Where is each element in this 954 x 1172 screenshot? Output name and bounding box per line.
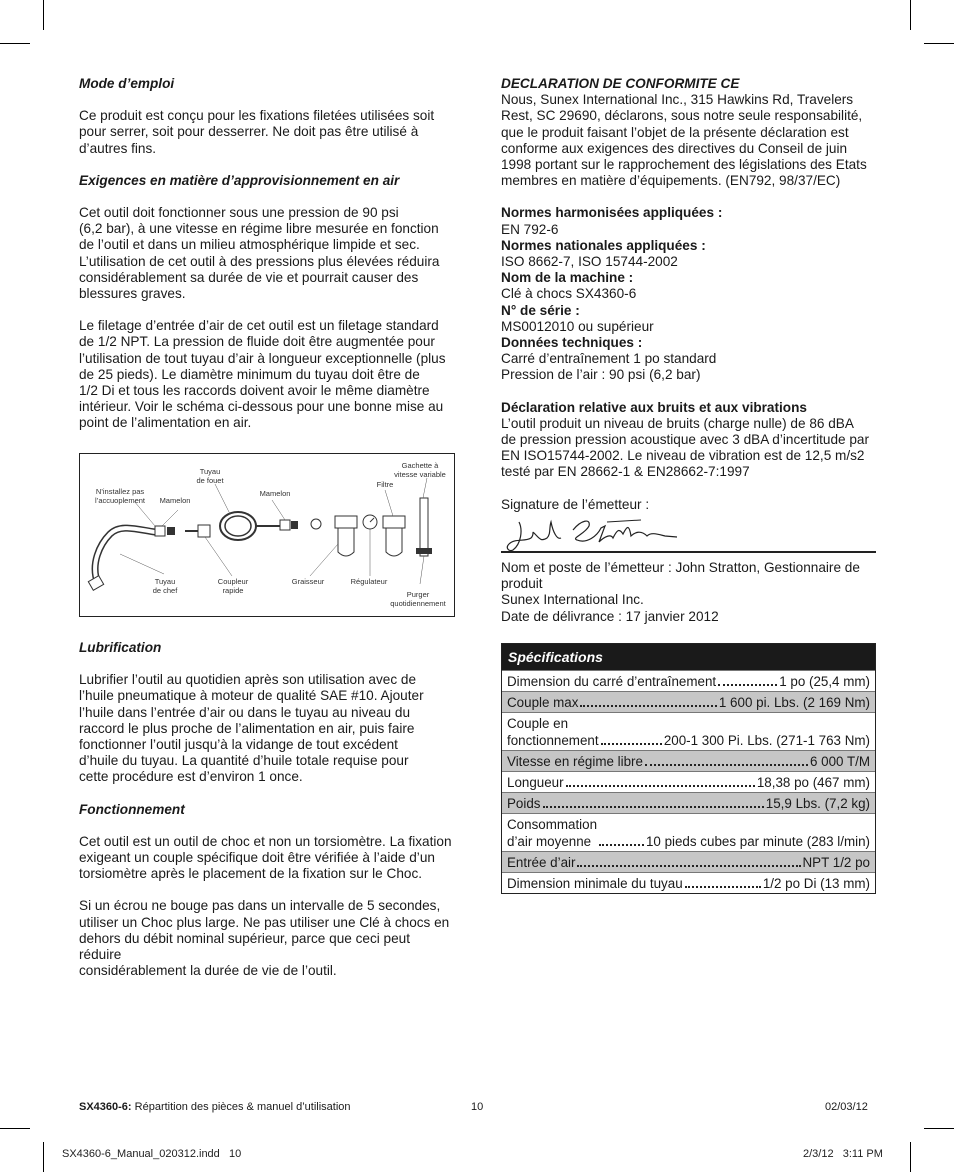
spec-row <box>502 792 875 813</box>
page-number: 10 <box>471 1101 484 1113</box>
footer-manual-title: Répartition des pièces & manuel d’utilisation <box>134 1101 351 1113</box>
spec-label: Entrée d’air <box>507 855 576 870</box>
declaration-heading: DECLARATION DE CONFORMITE CE <box>501 76 740 91</box>
label-mamelon-2: Mamelon <box>259 489 291 498</box>
signature-image <box>501 508 877 554</box>
crop-mark <box>43 0 44 30</box>
spec-value: 200-1 300 Pi. Lbs. (271-1 763 Nm) <box>663 733 870 748</box>
air-supply-diagram <box>79 453 455 617</box>
crop-mark <box>0 1128 30 1129</box>
donnees-value-2: Pression de l’air : 90 psi (6,2 bar) <box>501 367 701 383</box>
spec-row <box>502 691 875 712</box>
spec-row <box>502 750 875 771</box>
spec-label: Couple max <box>507 695 579 710</box>
spec-value: 18,38 po (467 mm) <box>756 775 870 790</box>
specifications-rows <box>502 670 875 893</box>
footer-filename: SX4360-6_Manual_020312.indd 10 <box>62 1148 242 1160</box>
spec-label: Longueur <box>507 775 564 790</box>
normes-harmonisees-value: EN 792-6 <box>501 221 559 237</box>
left-column-lower <box>79 640 454 979</box>
dot-leader <box>566 785 755 787</box>
label-tuyau-chef: Tuyau de chef <box>152 577 178 595</box>
spec-label: Dimension minimale du tuyau <box>507 876 683 891</box>
bruit-heading: Déclaration relative aux bruits et aux vibrations <box>501 399 807 415</box>
declaration-text: Nous, Sunex International Inc., 315 Hawkins Rd, Travelers Rest, SC 29690, déclarons, sous notre seule responsabilité, que le produit faisant l’objet de la présente déclaration est conforme aux exigences des directives du Conseil de juin 1998 portant sur le rapprochement des législations des Etats membres en matière d’équipements. (EN792, 98/37/EC) <box>501 92 867 189</box>
mode-emploi-heading: Mode d’emploi <box>79 76 175 91</box>
fonctionnement-text-2: Si un écrou ne bouge pas dans un intervalle de 5 secondes, utiliser un Choc plus large. Ne pas utiliser une Clé à chocs en dehors du débit nominal supérieur, parce que ceci peut réduire considérablement la durée de vie de l’outil. <box>79 898 450 979</box>
spec-label: Poids <box>507 796 541 811</box>
label-gachette: Gachette à vitesse variable <box>394 461 446 479</box>
dot-leader <box>543 806 764 808</box>
donnees-value-1: Carré d’entraînement 1 po standard <box>501 351 717 367</box>
spec-row <box>502 670 875 691</box>
air-text-2: Le filetage d’entrée d’air de cet outil est un filetage standard de 1/2 NPT. La pression de fluide doit être augmentée pour l’utilisation de tout tuyau d’air à longueur exceptionnelle (plus de 25 pieds). Le diamètre minimum du tuyau doit être de 1/2 Di et tous les raccords doivent avoir le même diamètre intérieur. Voir le schéma ci-dessous pour une bonne mise au point de l’alimentation en air. <box>79 318 446 431</box>
dot-leader <box>601 743 662 745</box>
crop-mark <box>924 43 954 44</box>
signature-label: Signature de l’émetteur : <box>501 496 650 512</box>
label-regulateur: Régulateur <box>350 577 388 586</box>
machine-value: Clé à chocs SX4360-6 <box>501 286 637 302</box>
spec-value: 1 po (25,4 mm) <box>779 674 870 689</box>
fonctionnement-text-1: Cet outil est un outil de choc et non un torsiomètre. La fixation exigeant un couple spécifique doit être vérifiée à l’aide d’un torsiomètre après le placement de la fixation sur le Choc. <box>79 833 452 882</box>
crop-mark <box>0 43 30 44</box>
spec-value: NPT 1/2 po <box>802 855 870 870</box>
signature-line <box>501 551 876 553</box>
footer-date: 02/03/12 <box>825 1101 868 1113</box>
emetteur-text: Nom et poste de l’émetteur : John Stratton, Gestionnaire de produit Sunex International Inc. Date de délivrance : 17 janvier 2012 <box>501 560 860 624</box>
left-column <box>79 76 454 432</box>
spec-row <box>502 813 875 851</box>
emetteur-block <box>501 560 877 625</box>
specifications-table <box>501 643 876 894</box>
machine-label: Nom de la machine : <box>501 270 634 286</box>
spec-row <box>502 851 875 872</box>
spec-value: 1/2 po Di (13 mm) <box>762 876 870 891</box>
dot-leader <box>580 705 716 707</box>
air-text-1: Cet outil doit fonctionner sous une pression de 90 psi (6,2 bar), à une vitesse en régime libre mesurée en fonction de l’outil et dans un milieu atmosphérique limpide et sec. L’utilisation de cet outil à des pressions plus élevées réduira considérablement sa durée de vie et pourrait causer des blessures graves. <box>79 205 440 302</box>
spec-label: Dimension du carré d’entraînement <box>507 674 717 689</box>
dot-leader <box>718 684 777 686</box>
bruit-text: L’outil produit un niveau de bruits (charge nulle) de 86 dBA de pression pression acoustique avec 3 dBA d’incertitude par EN ISO15744-2002. Le niveau de vibration est de 12,5 m/s2 testé par EN 28662-1 & EN28662-7:1997 <box>501 415 870 480</box>
label-tuyau-fouet: Tuyau de fouet <box>196 467 224 485</box>
label-coupleur: Coupleur rapide <box>217 577 249 595</box>
dot-leader <box>599 844 644 846</box>
specifications-title: Spécifications <box>502 644 875 670</box>
spec-label: Vitesse en régime libre <box>507 754 643 769</box>
footer-title <box>79 1101 351 1113</box>
serie-label: N° de série : <box>501 302 580 318</box>
handwritten-signature <box>501 508 877 554</box>
mode-emploi-text: Ce produit est conçu pour les fixations filetées utilisées soit pour serrer, soit pour desserrer. Ne doit pas être utilisé à d’autres fins. <box>79 108 435 156</box>
footer-model: SX4360-6: <box>79 1101 132 1113</box>
dot-leader <box>645 764 808 766</box>
spec-label: Consommation d’air moyenne <box>507 817 598 849</box>
spec-row <box>502 872 875 893</box>
normes-harmonisees-label: Normes harmonisées appliquées : <box>501 205 723 221</box>
normes-nationales-label: Normes nationales appliquées : <box>501 237 706 253</box>
spec-value: 6 000 T/M <box>809 754 870 769</box>
air-heading: Exigences en matière d’approvisionnement en air <box>79 172 400 188</box>
donnees-label: Données techniques : <box>501 335 643 351</box>
normes-nationales-value: ISO 8662-7, ISO 15744-2002 <box>501 254 678 270</box>
spec-value: 1 600 pi. Lbs. (2 169 Nm) <box>718 695 870 710</box>
crop-mark <box>910 0 911 30</box>
dot-leader <box>685 886 761 888</box>
label-graisseur: Graisseur <box>291 577 325 586</box>
spec-value: 10 pieds cubes par minute (283 l/min) <box>645 834 870 849</box>
footer-timestamp: 2/3/12 3:11 PM <box>803 1148 883 1160</box>
lubrification-text: Lubrifier l’outil au quotidien après son utilisation avec de l’huile pneumatique à moteur de qualité SAE #10. Ajouter l’huile dans l’entrée d’air ou dans le tuyau au niveau du raccord le plus proche de l’alimentation en air, puis faire fonctionner l’outil jusqu’à la vidange de tout excédent d’huile du tuyau. La quantité d’huile totale requise pour cette procédure est d’environ 1 once. <box>79 672 424 785</box>
fonctionnement-heading: Fonctionnement <box>79 801 185 817</box>
label-purger: Purger quotidiennement <box>390 590 446 608</box>
spec-label: Couple en fonctionnement <box>507 716 599 748</box>
dot-leader <box>577 865 800 867</box>
right-column <box>501 76 877 513</box>
crop-mark <box>43 1142 44 1172</box>
label-ne-pas-installer: N’installez pas l’accuoplement <box>94 487 146 505</box>
crop-mark <box>924 1128 954 1129</box>
spec-row <box>502 712 875 750</box>
spec-value: 15,9 Lbs. (7,2 kg) <box>765 796 870 811</box>
crop-mark <box>910 1142 911 1172</box>
spec-row <box>502 771 875 792</box>
label-filtre: Filtre <box>376 480 394 489</box>
serie-value: MS0012010 ou supérieur <box>501 318 654 334</box>
lubrification-heading: Lubrification <box>79 640 162 655</box>
label-mamelon-1: Mamelon <box>159 496 191 505</box>
